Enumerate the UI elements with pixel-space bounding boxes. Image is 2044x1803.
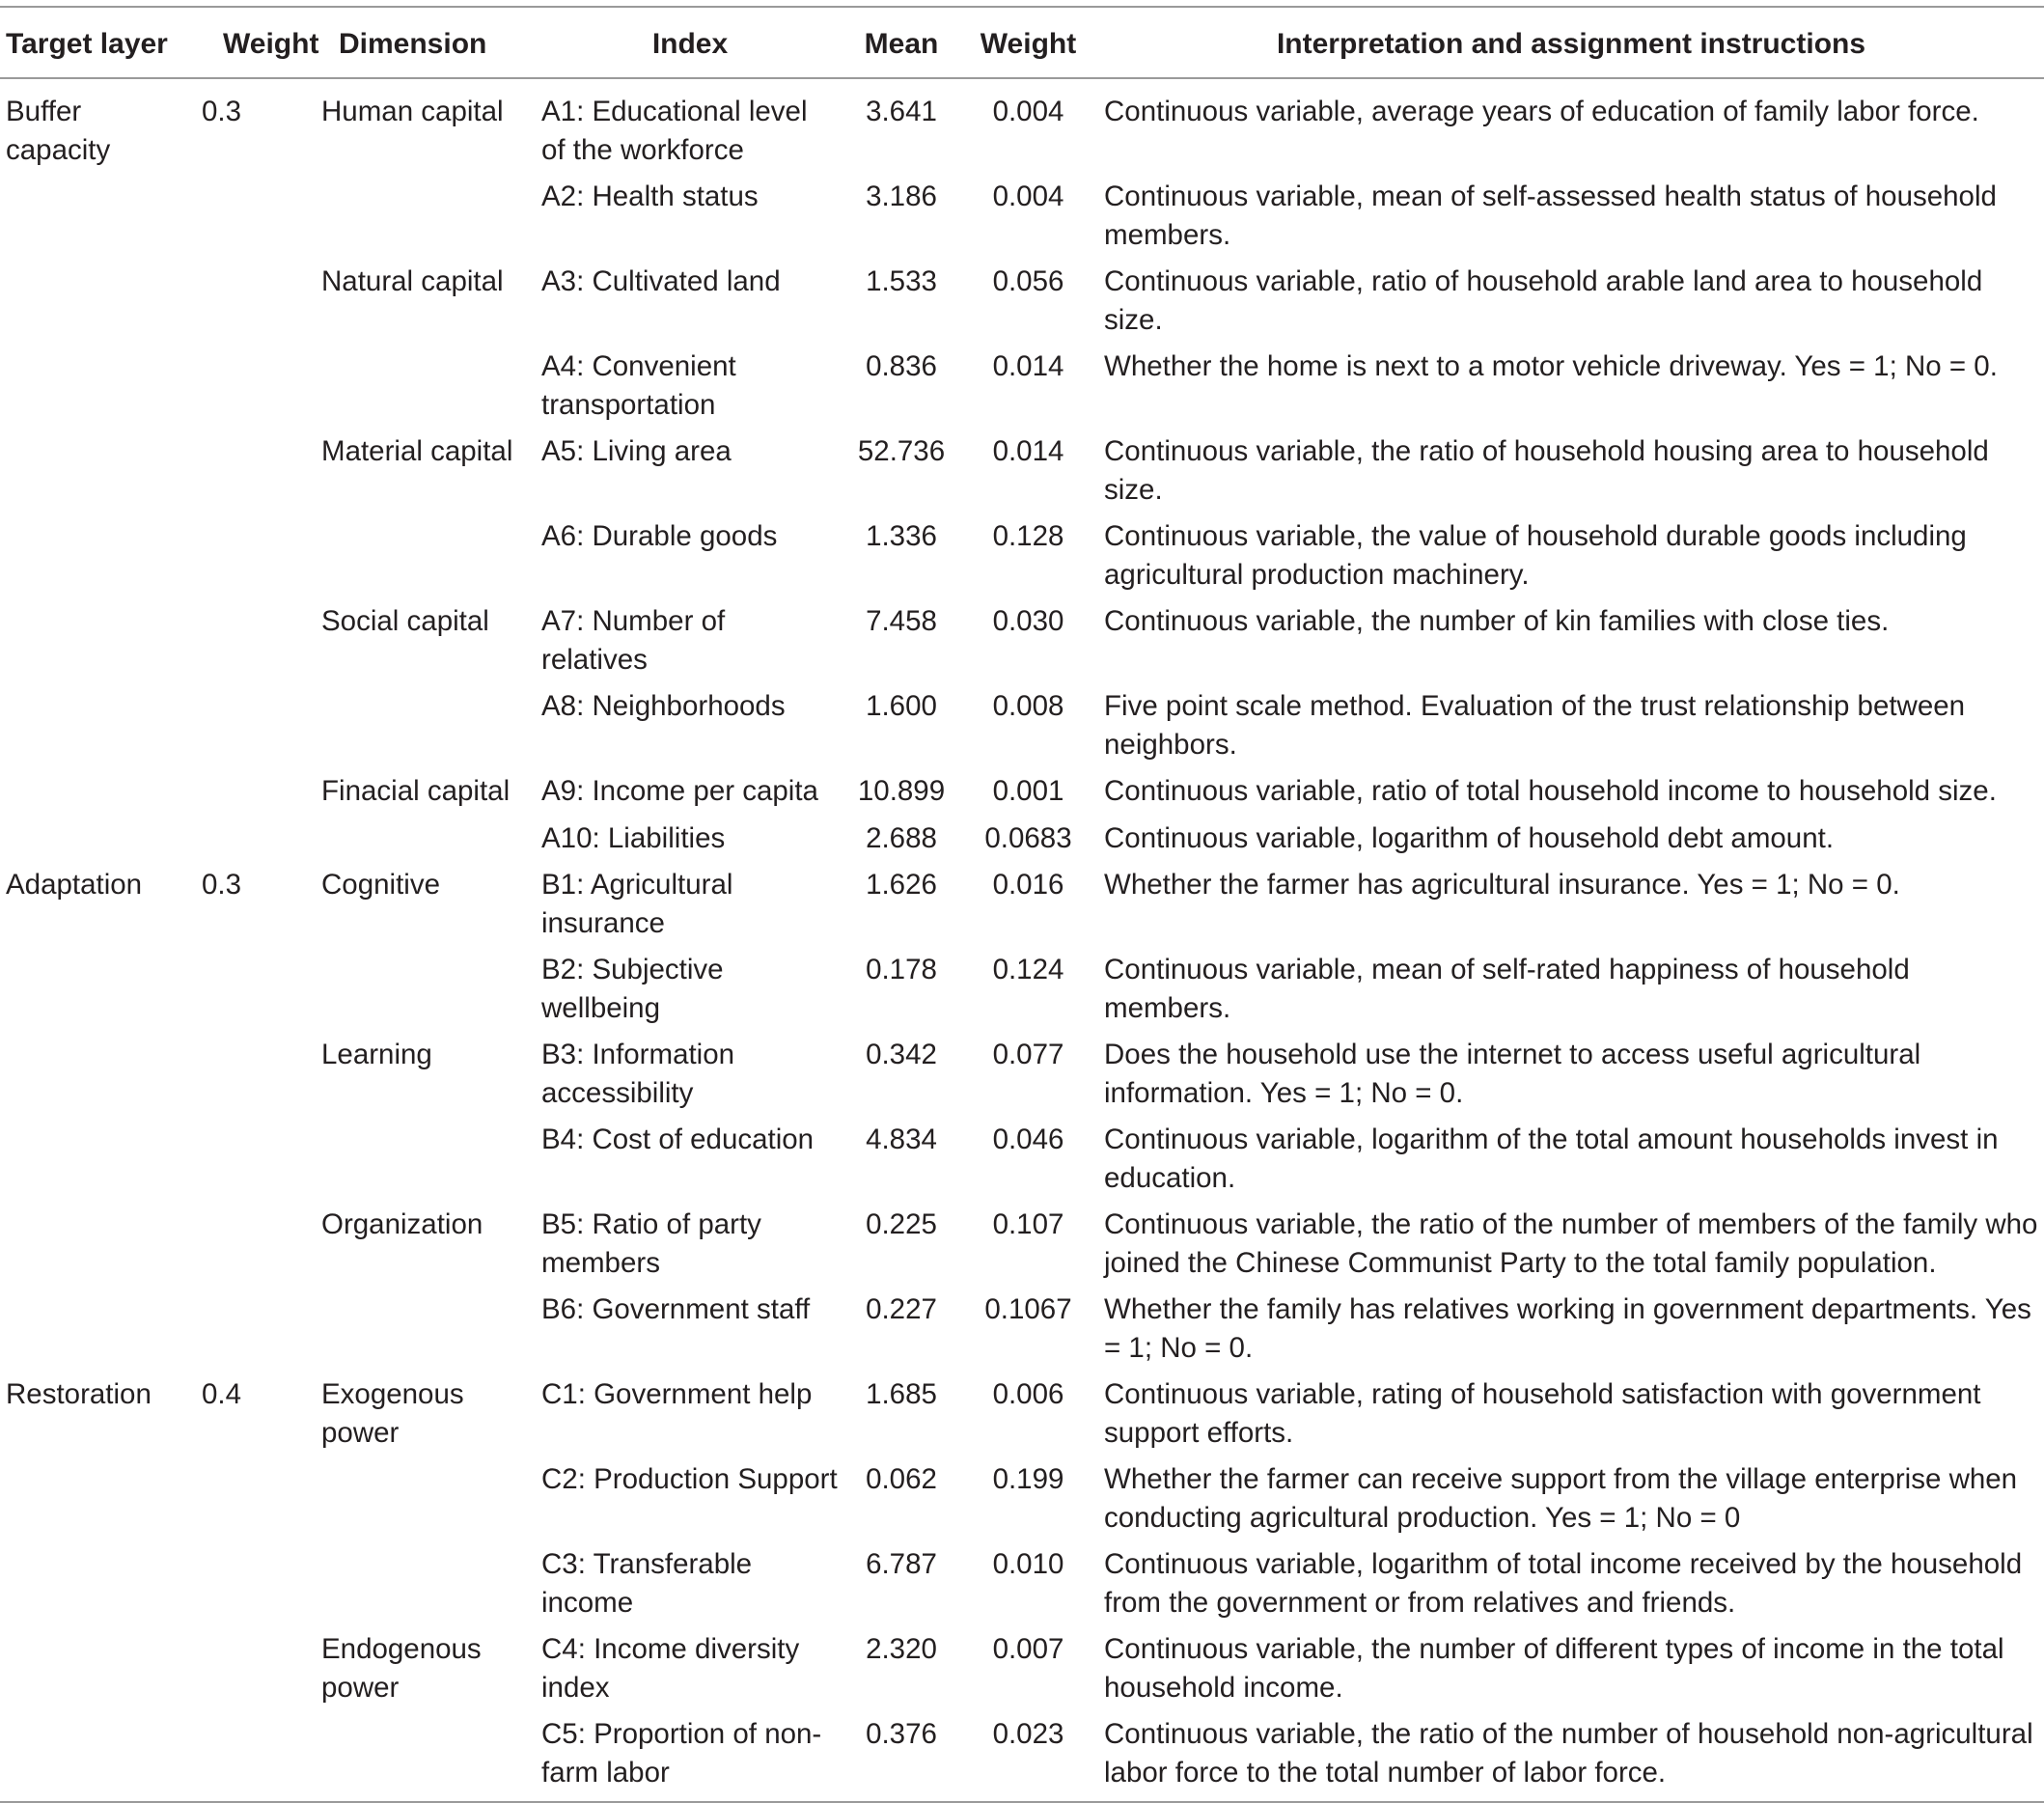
- target-layer-cell: [0, 1545, 169, 1630]
- target-layer-cell: [0, 1290, 169, 1375]
- target-layer-cell: [0, 263, 169, 347]
- interpretation-cell: Five point scale method. Evaluation of the trust relationship between neighbors.: [1104, 690, 1966, 761]
- table-row: [0, 1715, 2044, 1802]
- index-cell: C1: Government help: [541, 1378, 813, 1410]
- index-cell: A2: Health status: [541, 180, 759, 212]
- index-cell: A6: Durable goods: [541, 520, 778, 552]
- mean-cell: 0.227: [866, 1293, 937, 1325]
- target-layer-cell: [0, 602, 169, 687]
- dimension-cell: Human capital: [321, 96, 504, 127]
- weight-cell: 0.010: [992, 1548, 1064, 1580]
- target-weight-cell: [169, 819, 312, 867]
- indicator-table: [0, 6, 2044, 1803]
- weight-cell: 0.004: [992, 180, 1064, 212]
- interpretation-cell: Continuous variable, the ratio of household housing area to household size.: [1104, 435, 1989, 506]
- target-weight-cell: [169, 1206, 312, 1290]
- dimension-cell: [312, 1460, 536, 1545]
- interpretation-cell: Continuous variable, logarithm of household debt amount.: [1104, 821, 1835, 854]
- weight-cell: 0.008: [992, 690, 1064, 722]
- target-layer-cell: [0, 819, 169, 867]
- mean-cell: 1.685: [866, 1378, 937, 1410]
- table-row: [0, 1460, 2044, 1545]
- weight-cell: 0.001: [992, 775, 1064, 807]
- target-weight-cell: [169, 517, 312, 602]
- dimension-cell: [312, 178, 536, 263]
- header-interpretation: Interpretation and assignment instructions: [1276, 28, 1866, 60]
- dimension-cell: Finacial capital: [321, 775, 511, 807]
- mean-cell: 1.600: [866, 690, 937, 722]
- table-row: [0, 687, 2044, 772]
- target-weight-cell: [169, 1121, 312, 1206]
- table-row: [0, 1630, 2044, 1715]
- table-row: [0, 819, 2044, 867]
- mean-cell: 1.626: [866, 869, 937, 901]
- interpretation-cell: Continuous variable, ratio of total household income to household size.: [1104, 775, 1997, 807]
- table-body: [0, 78, 2044, 1802]
- weight-cell: 0.1067: [984, 1293, 1072, 1325]
- target-layer-cell: Adaptation: [6, 869, 143, 901]
- target-layer-cell: [0, 517, 169, 602]
- mean-cell: 10.899: [857, 775, 946, 807]
- target-layer-cell: [0, 432, 169, 517]
- mean-cell: 6.787: [866, 1548, 937, 1580]
- interpretation-cell: Whether the home is next to a motor vehicle driveway. Yes = 1; No = 0.: [1104, 350, 1998, 382]
- target-weight-cell: 0.3: [202, 96, 242, 127]
- dimension-cell: Material capital: [321, 435, 513, 467]
- table-header: [0, 7, 2044, 78]
- index-cell: A9: Income per capita: [541, 775, 818, 807]
- interpretation-cell: Continuous variable, the number of kin families with close ties.: [1104, 605, 1890, 637]
- interpretation-cell: Continuous variable, mean of self-rated happiness of household members.: [1104, 954, 1910, 1024]
- weight-cell: 0.077: [992, 1039, 1064, 1070]
- weight-cell: 0.023: [992, 1718, 1064, 1750]
- header-weight: Weight: [223, 28, 319, 60]
- target-weight-cell: [169, 1545, 312, 1630]
- table-row: [0, 1545, 2044, 1630]
- index-cell: A10: Liabilities: [541, 821, 726, 854]
- header-dimension: Dimension: [339, 28, 487, 60]
- interpretation-cell: Whether the family has relatives working in government departments. Yes = 1; No = 0.: [1104, 1293, 2031, 1364]
- table-row: [0, 772, 2044, 819]
- weight-cell: 0.0683: [984, 821, 1072, 854]
- table-row: [0, 1375, 2044, 1460]
- dimension-cell: Cognitive: [321, 869, 440, 901]
- index-cell: A1: Educational level of the workforce: [541, 96, 808, 166]
- interpretation-cell: Continuous variable, the number of different types of income in the total household income.: [1104, 1633, 2004, 1704]
- interpretation-cell: Continuous variable, the ratio of the number of members of the family who joined the Chinese Communist Party to the total family population.: [1104, 1208, 2038, 1279]
- dimension-cell: [312, 951, 536, 1036]
- interpretation-cell: Does the household use the internet to access useful agricultural information. Yes = 1; No = 0.: [1104, 1039, 1921, 1109]
- mean-cell: 3.186: [866, 180, 937, 212]
- weight-cell: 0.014: [992, 435, 1064, 467]
- header-mean: Mean: [864, 28, 939, 60]
- table-row: [0, 432, 2044, 517]
- index-cell: A3: Cultivated land: [541, 265, 781, 297]
- interpretation-cell: Continuous variable, ratio of household arable land area to household size.: [1104, 265, 1983, 336]
- table-row: [0, 602, 2044, 687]
- target-layer-cell: [0, 687, 169, 772]
- interpretation-cell: Continuous variable, the value of household durable goods including agricultural production machinery.: [1104, 520, 1967, 591]
- target-layer-cell: [0, 772, 169, 819]
- interpretation-cell: Whether the farmer can receive support from the village enterprise when conducting agricultural production. Yes = 1; No = 0: [1104, 1463, 2018, 1534]
- index-cell: B2: Subjective wellbeing: [541, 954, 724, 1024]
- index-cell: C4: Income diversity index: [541, 1633, 800, 1704]
- index-cell: C3: Transferable income: [541, 1548, 753, 1619]
- dimension-cell: [312, 1545, 536, 1630]
- mean-cell: 0.376: [866, 1718, 937, 1750]
- header-weight-2: Weight: [980, 28, 1077, 60]
- target-weight-cell: [169, 178, 312, 263]
- dimension-cell: Endogenous power: [321, 1633, 482, 1704]
- mean-cell: 7.458: [866, 605, 937, 637]
- table-row: [0, 263, 2044, 347]
- table-row: [0, 78, 2044, 178]
- index-cell: B1: Agricultural insurance: [541, 869, 733, 939]
- mean-cell: 1.336: [866, 520, 937, 552]
- table-row: [0, 1121, 2044, 1206]
- target-layer-cell: [0, 178, 169, 263]
- target-layer-cell: [0, 1121, 169, 1206]
- index-cell: A8: Neighborhoods: [541, 690, 786, 722]
- weight-cell: 0.046: [992, 1123, 1064, 1155]
- header-row: [0, 7, 2044, 78]
- mean-cell: 2.688: [866, 821, 937, 854]
- mean-cell: 0.062: [866, 1463, 937, 1495]
- target-layer-cell: [0, 1630, 169, 1715]
- target-layer-cell: [0, 951, 169, 1036]
- target-weight-cell: [169, 1630, 312, 1715]
- interpretation-cell: Continuous variable, logarithm of the total amount households invest in education.: [1104, 1123, 1999, 1194]
- indicator-table-container: [0, 6, 2044, 1803]
- mean-cell: 4.834: [866, 1123, 937, 1155]
- index-cell: B6: Government staff: [541, 1293, 811, 1325]
- dimension-cell: [312, 517, 536, 602]
- mean-cell: 0.178: [866, 954, 937, 985]
- target-weight-cell: [169, 772, 312, 819]
- mean-cell: 0.342: [866, 1039, 937, 1070]
- mean-cell: 2.320: [866, 1633, 937, 1665]
- weight-cell: 0.004: [992, 96, 1064, 127]
- target-weight-cell: [169, 263, 312, 347]
- table-row: [0, 866, 2044, 951]
- index-cell: C2: Production Support: [541, 1463, 838, 1495]
- dimension-cell: [312, 1290, 536, 1375]
- target-layer-cell: Buffer capacity: [6, 96, 111, 166]
- weight-cell: 0.107: [992, 1208, 1064, 1240]
- header-target-layer: Target layer: [6, 28, 168, 60]
- table-row: [0, 951, 2044, 1036]
- mean-cell: 52.736: [857, 435, 946, 467]
- target-weight-cell: [169, 1715, 312, 1802]
- interpretation-cell: Continuous variable, rating of household satisfaction with government support efforts.: [1104, 1378, 1981, 1449]
- dimension-cell: Social capital: [321, 605, 489, 637]
- interpretation-cell: Whether the farmer has agricultural insurance. Yes = 1; No = 0.: [1104, 869, 1900, 901]
- table-row: [0, 1206, 2044, 1290]
- target-weight-cell: 0.4: [202, 1378, 242, 1410]
- interpretation-cell: Continuous variable, the ratio of the number of household non-agricultural labor force to the total number of labor force.: [1104, 1718, 2033, 1789]
- target-weight-cell: [169, 432, 312, 517]
- table-row: [0, 517, 2044, 602]
- header-index: Index: [651, 28, 729, 60]
- weight-cell: 0.006: [992, 1378, 1064, 1410]
- dimension-cell: [312, 687, 536, 772]
- weight-cell: 0.014: [992, 350, 1064, 382]
- weight-cell: 0.007: [992, 1633, 1064, 1665]
- target-layer-cell: [0, 1036, 169, 1121]
- weight-cell: 0.124: [992, 954, 1064, 985]
- dimension-cell: [312, 819, 536, 867]
- dimension-cell: Natural capital: [321, 265, 504, 297]
- table-row: [0, 1290, 2044, 1375]
- weight-cell: 0.128: [992, 520, 1064, 552]
- index-cell: A5: Living area: [541, 435, 732, 467]
- table-row: [0, 1036, 2044, 1121]
- index-cell: B4: Cost of education: [541, 1123, 815, 1155]
- dimension-cell: Learning: [321, 1039, 432, 1070]
- interpretation-cell: Continuous variable, logarithm of total income received by the household from the government or from relatives and friends.: [1104, 1548, 2023, 1619]
- target-layer-cell: [0, 1206, 169, 1290]
- dimension-cell: Exogenous power: [321, 1378, 464, 1449]
- interpretation-cell: Continuous variable, mean of self-assessed health status of household members.: [1104, 180, 1997, 251]
- index-cell: B3: Information accessibility: [541, 1039, 735, 1109]
- target-weight-cell: [169, 347, 312, 432]
- dimension-cell: [312, 1715, 536, 1802]
- target-weight-cell: [169, 1036, 312, 1121]
- target-layer-cell: Restoration: [6, 1378, 152, 1410]
- index-cell: A7: Number of relatives: [541, 605, 726, 676]
- target-layer-cell: [0, 347, 169, 432]
- target-weight-cell: [169, 1460, 312, 1545]
- mean-cell: 1.533: [866, 265, 937, 297]
- target-weight-cell: 0.3: [202, 869, 242, 901]
- table-row: [0, 178, 2044, 263]
- index-cell: B5: Ratio of party members: [541, 1208, 761, 1279]
- dimension-cell: Organization: [321, 1208, 483, 1240]
- target-weight-cell: [169, 1290, 312, 1375]
- mean-cell: 0.836: [866, 350, 937, 382]
- mean-cell: 3.641: [866, 96, 937, 127]
- target-layer-cell: [0, 1715, 169, 1802]
- table-row: [0, 347, 2044, 432]
- target-weight-cell: [169, 687, 312, 772]
- target-weight-cell: [169, 951, 312, 1036]
- mean-cell: 0.225: [866, 1208, 937, 1240]
- target-weight-cell: [169, 602, 312, 687]
- weight-cell: 0.030: [992, 605, 1064, 637]
- weight-cell: 0.056: [992, 265, 1064, 297]
- interpretation-cell: Continuous variable, average years of education of family labor force.: [1104, 96, 1979, 127]
- dimension-cell: [312, 1121, 536, 1206]
- weight-cell: 0.016: [992, 869, 1064, 901]
- target-layer-cell: [0, 1460, 169, 1545]
- index-cell: A4: Convenient transportation: [541, 350, 736, 421]
- weight-cell: 0.199: [992, 1463, 1064, 1495]
- index-cell: C5: Proportion of non-farm labor: [541, 1718, 822, 1789]
- dimension-cell: [312, 347, 536, 432]
